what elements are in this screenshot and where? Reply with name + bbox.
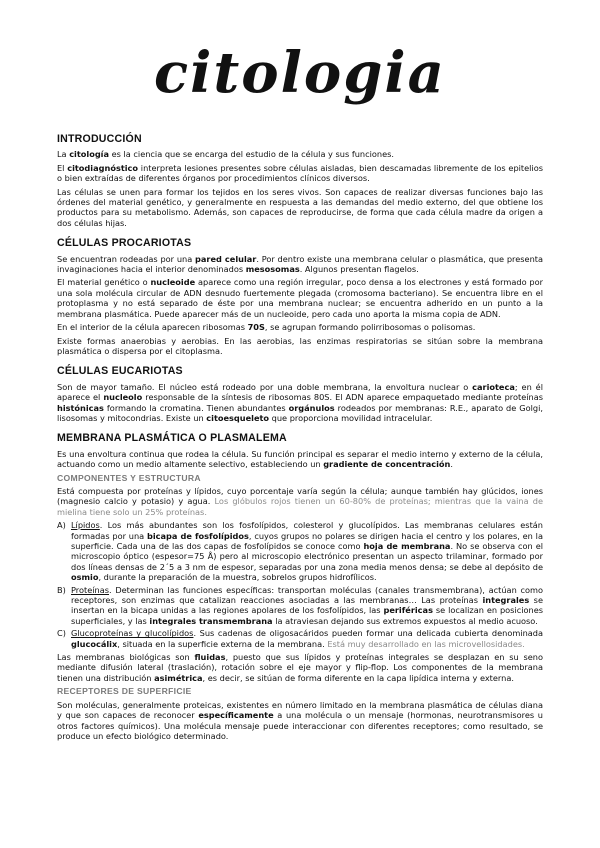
section-heading: INTRODUCCIÓN [57,133,142,145]
list-item-glucoproteinas [57,628,543,649]
paragraph: Son de mayor tamaño. El núcleo está rodeado por una doble membrana, la envoltura nuclear o carioteca; en él aparece el nucleolo responsable de la síntesis de ribosomas 80S. El ADN aparece empaquetado mediante proteínas histónicas formando la cromatina. Tienen abundantes orgánulos rodeados por membranas: R.E., aparato de Golgi, lisosomas y mitocondrias. Existe un citoesqueleto que proporciona movilidad intracelular. [57,381,543,423]
section-membrana [57,433,543,741]
page-title: citologia [154,40,446,106]
paragraph: Está compuesta por proteínas y lípidos, cuyo porcentaje varía según la célula; aunque también hay glúcidos, iones (magnesio calcio y potasio) y agua. Los glóbulos rojos tienen un 60-80% de proteínas; mientras que la vaina de mielina tiene solo un 25% proteínas. [57,485,544,517]
paragraph: Es una envoltura continua que rodea la célula. Su función principal es separar el medio interno y externo de la célula, actuando como un medio altamente selectivo, estableciendo un gradiente de concentración. [57,448,543,470]
section-introduccion [57,134,543,228]
paragraph: Son moléculas, generalmente proteicas, existentes en número limitado en la membrana plasmática de células diana y que son capaces de reconocer específicamente a una molécula o un mensaje (hormonas, neurotransmisores u otros factores químicos). Una molécula mensaje puede interaccionar con diferentes receptores; como resultado, se produce un efecto biológico determinado. [57,699,543,741]
paragraph: Se encuentran rodeadas por una pared celular. Por dentro existe una membrana celular o plasmática, que presenta invaginaciones hacia el interior denominados mesosomas. Algunos presentan flagelos. [57,253,543,275]
paragraph: Las membranas biológicas son fluidas, puesto que sus lípidos y proteínas integrales se desplazan en su seno mediante difusión lateral (traslación), rotación sobre el eje mayor y flip-flop. Los componentes de la membrana tienen una distribución asimétrica, es decir, se sitúan de forma diferente en la capa lipídica interna y externa. [57,652,543,683]
list-marker: A) [57,520,66,531]
list-marker: B) [57,584,66,595]
section-eucariotas [57,366,543,423]
document-body [57,134,543,751]
subsection-heading: COMPONENTES Y ESTRUCTURA [57,472,201,483]
section-procariotas [57,238,543,356]
subsection-heading: RECEPTORES DE SUPERFICIE [57,686,192,697]
section-heading: MEMBRANA PLASMÁTICA O PLASMALEMA [57,432,287,445]
list-item-text: Proteínas. Determinan las funciones específicas: transportan moléculas (canales transmembrana), actúan como receptores, son enzimas que catalizan reacciones asociadas a las membranas… Las proteínas integrales se insertan en la bicapa unidas a las regiones apolares de los fosfolípidos, las periféricas se localizan en posiciones superficiales, y las integrales transmembrana la atraviesan dejando sus extremos expuestos al medio acuoso. [71,584,543,626]
paragraph: Existe formas anaerobias y aerobias. En las aerobias, las enzimas respiratorias se sitúan sobre la membrana plasmática o dispersa por el citoplasma. [57,335,543,356]
list-item-text: Glucoproteínas y glucolípidos. Sus cadenas de oligosacáridos pueden formar una delicada cubierta denominada glucocálix, situada en la superficie externa de la membrana. Está muy desarrollado en las microvellosidades. [71,628,543,649]
list-marker: C) [57,628,66,639]
section-heading: CÉLULAS PROCARIOTAS [57,237,192,250]
section-heading: CÉLULAS EUCARIOTAS [57,365,183,378]
paragraph: El citodiagnóstico interpreta lesiones presentes sobre células aisladas, bien descamadas libremente de los epitelios o bien extraídas de diferentes órganos por procedimientos clínicos diversos. [57,162,543,184]
paragraph: Las células se unen para formar los tejidos en los seres vivos. Son capaces de realizar diversas funciones bajo las órdenes del material genético, y generalmente en respuesta a las demandas del medio externo, del que obtiene los productos para su metabolismo. Además, son capaces de reproducirse, de forma que cada célula madre da origen a dos células hijas. [57,186,543,228]
paragraph: En el interior de la célula aparecen ribosomas 70S, se agrupan formando polirribosomas o polisomas. [57,322,476,333]
list-item-lipidos [57,520,543,582]
paragraph: La citología es la ciencia que se encarga del estudio de la célula y sus funciones. [57,149,394,160]
list-item-proteinas [57,585,543,627]
paragraph: El material genético o nucleoide aparece como una región irregular, poco densa a los electrones y está formado por una sola molécula circular de ADN desnudo fuertemente plegada (cromosoma bacteriano). Se encuentra libre en el protoplasma y no está separado de éste por una membrana nuclear; se encuentra adherido en un punto a la membrana plasmática. Puede aparecer más de un nucleoide, pero cada uno aporta la misma copia de ADN. [57,277,543,319]
list-item-text: Lípidos. Los más abundantes son los fosfolípidos, colesterol y glucolípidos. Las membranas celulares están formadas por una bicapa de fosfolípidos, cuyos grupos no polares se dirigen hacia el centro y los polares, en la superficie. Cada una de las dos capas de fosfolípidos se conoce como hoja de membrana. No se observa con el microscopio óptico (espesor=75 Å) pero al microscopio electrónico presentan un aspecto trilaminar, formado por dos líneas densas de 2´5 a 3 nm de espesor, separadas por una zona media menos densa; se debe al depósito de osmio, durante la preparación de la muestra, sobrelos grupos hidrofílicos. [71,520,544,583]
